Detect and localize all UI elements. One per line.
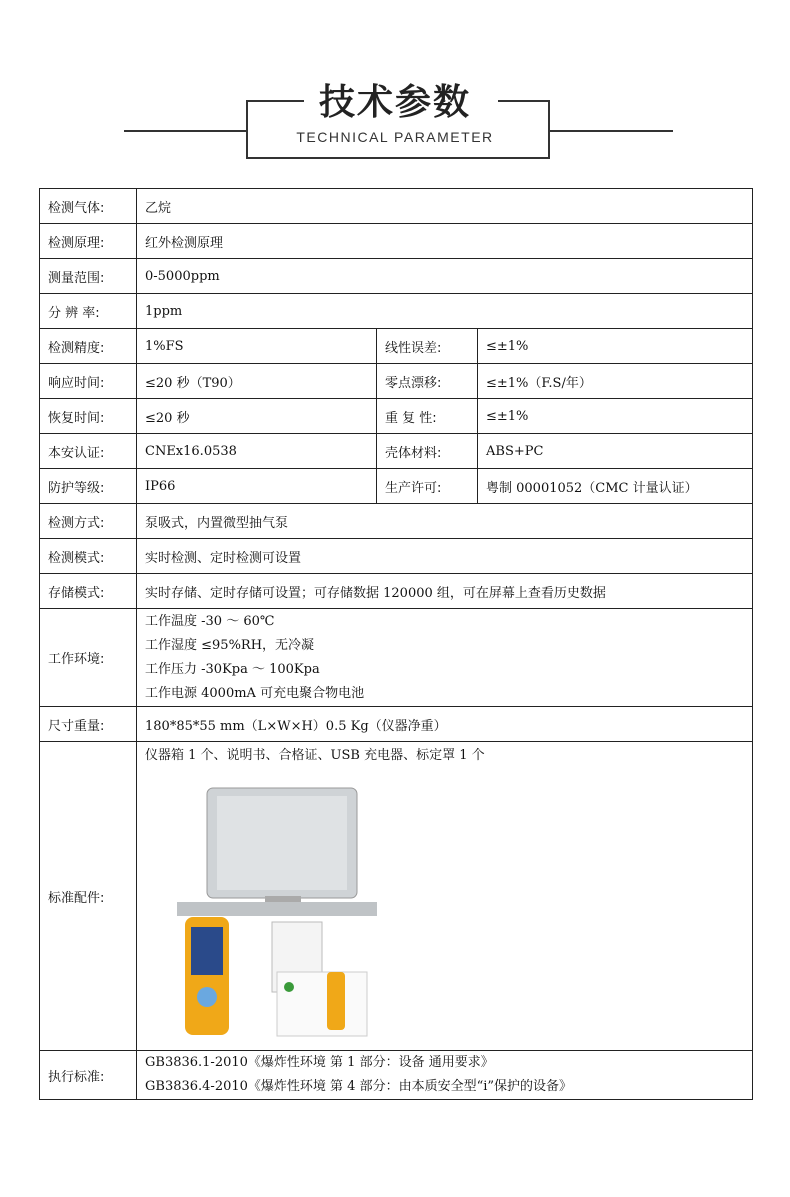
row-value: 乙烷 xyxy=(137,189,753,224)
row-label: 存储模式: xyxy=(40,574,137,609)
row-value: CNEx16.0538 xyxy=(137,434,377,469)
row-label: 检测精度: xyxy=(40,329,137,364)
row-value: 泵吸式，内置微型抽气泵 xyxy=(137,504,753,539)
row-label: 工作环境: xyxy=(40,609,137,707)
table-row xyxy=(40,224,753,259)
table-row xyxy=(40,399,753,434)
title-frame-line xyxy=(246,100,248,159)
row-label: 分 辨 率: xyxy=(40,294,137,329)
row-value: ≤20 秒（T90） xyxy=(137,364,377,399)
row-label: 测量范围: xyxy=(40,259,137,294)
spec-table xyxy=(39,188,753,1100)
table-row xyxy=(40,742,753,1051)
row-value xyxy=(137,1051,753,1100)
table-row xyxy=(40,469,753,504)
row-value: ≤±1% xyxy=(478,329,753,364)
table-row xyxy=(40,1051,753,1100)
title-frame-line xyxy=(498,100,550,102)
title-frame-line xyxy=(549,130,673,132)
row-value: ≤20 秒 xyxy=(137,399,377,434)
row-value: 红外检测原理 xyxy=(137,224,753,259)
row-label: 标准配件: xyxy=(40,742,137,1051)
standard-line: GB3836.1-2010《爆炸性环境 第 1 部分：设备 通用要求》 xyxy=(145,1055,494,1070)
row-value: ABS+PC xyxy=(478,434,753,469)
row-value: IP66 xyxy=(137,469,377,504)
row-value: 1%FS xyxy=(137,329,377,364)
row-label: 零点漂移: xyxy=(377,364,478,399)
env-line: 工作温度 -30 ～ 60℃ xyxy=(145,613,275,629)
table-row xyxy=(40,707,753,742)
row-value: 0-5000ppm xyxy=(137,259,753,294)
accessories-text: 仪器箱 1 个、说明书、合格证、USB 充电器、标定罩 1 个 xyxy=(145,748,485,763)
row-label: 检测原理: xyxy=(40,224,137,259)
title-frame-line xyxy=(246,157,550,159)
row-value xyxy=(137,609,753,707)
row-value: 1ppm xyxy=(137,294,753,329)
table-row xyxy=(40,294,753,329)
title-frame-line xyxy=(548,100,550,159)
row-label: 尺寸重量: xyxy=(40,707,137,742)
table-row xyxy=(40,364,753,399)
row-label: 检测气体: xyxy=(40,189,137,224)
accessories-photo xyxy=(177,782,407,1042)
page-subtitle: TECHNICAL PARAMETER xyxy=(296,129,494,145)
row-value: 实时存储、定时存储可设置；可存储数据 120000 组，可在屏幕上查看历史数据 xyxy=(137,574,753,609)
row-value: 实时检测、定时检测可设置 xyxy=(137,539,753,574)
env-line: 工作电源 4000mA 可充电聚合物电池 xyxy=(145,685,365,701)
table-row xyxy=(40,189,753,224)
row-value xyxy=(137,742,753,1051)
row-label: 响应时间: xyxy=(40,364,137,399)
row-label: 防护等级: xyxy=(40,469,137,504)
row-label: 检测方式: xyxy=(40,504,137,539)
row-label: 生产许可: xyxy=(377,469,478,504)
row-value: 180*85*55 mm（L×W×H）0.5 Kg（仪器净重） xyxy=(137,707,753,742)
row-label: 重 复 性: xyxy=(377,399,478,434)
standard-line: GB3836.4-2010《爆炸性环境 第 4 部分：由本质安全型“i”保护的设备》 xyxy=(145,1079,573,1094)
env-line: 工作压力 -30Kpa ～ 100Kpa xyxy=(145,661,320,677)
row-label: 壳体材料: xyxy=(377,434,478,469)
row-value: ≤±1% xyxy=(478,399,753,434)
row-label: 检测模式: xyxy=(40,539,137,574)
table-row xyxy=(40,504,753,539)
row-label: 恢复时间: xyxy=(40,399,137,434)
row-label: 线性误差: xyxy=(377,329,478,364)
table-row xyxy=(40,259,753,294)
table-row xyxy=(40,574,753,609)
row-label: 本安认证: xyxy=(40,434,137,469)
row-value: 粤制 00001052（CMC 计量认证） xyxy=(478,469,753,504)
title-frame-line xyxy=(124,130,246,132)
table-row xyxy=(40,329,753,364)
table-row xyxy=(40,434,753,469)
env-line: 工作湿度 ≤95%RH，无冷凝 xyxy=(145,637,315,653)
row-value: ≤±1%（F.S/年） xyxy=(478,364,753,399)
title-frame-line xyxy=(246,100,304,102)
table-row xyxy=(40,539,753,574)
table-row xyxy=(40,609,753,707)
row-label: 执行标准: xyxy=(40,1051,137,1100)
page-title: 技术参数 xyxy=(318,82,471,123)
